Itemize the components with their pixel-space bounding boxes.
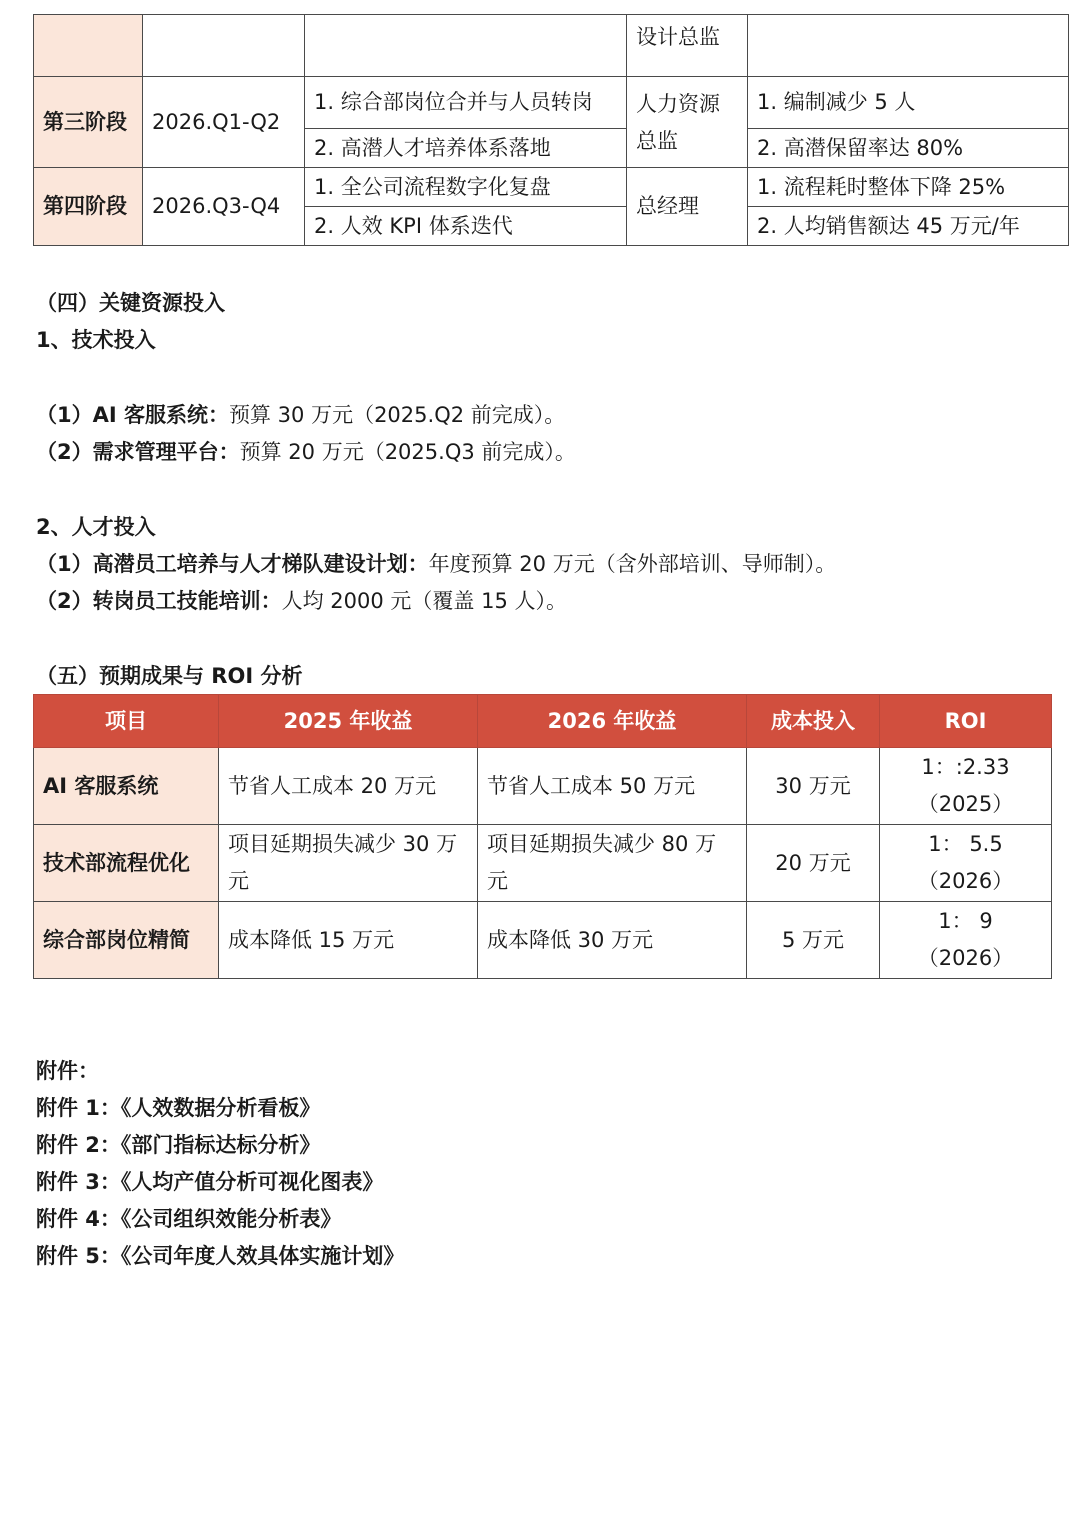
header-2025-income: 2025 年收益 bbox=[219, 695, 478, 748]
phase-row-continued bbox=[34, 15, 1069, 77]
roi-row bbox=[34, 748, 1052, 825]
roi-value: 1： 5.5 bbox=[928, 832, 1003, 856]
header-2026-income: 2026 年收益 bbox=[478, 695, 747, 748]
target-cell: 1. 编制减少 5 人 bbox=[748, 77, 1069, 129]
phase-table bbox=[33, 14, 1069, 246]
attachment-item: 附件 5：《公司年度人效具体实施计划》 bbox=[36, 1244, 405, 1268]
owner-cell: 人力资源总监 bbox=[627, 77, 748, 168]
attachment-item: 附件 2：《部门指标达标分析》 bbox=[36, 1133, 321, 1157]
target-cell bbox=[748, 15, 1069, 77]
target-cell: 1. 流程耗时整体下降 25% bbox=[748, 168, 1069, 207]
owner-cell: 设计总监 bbox=[627, 15, 748, 77]
stage-cell: 第四阶段 bbox=[34, 168, 143, 246]
attachments-heading: 附件： bbox=[36, 1059, 99, 1083]
roi-value: 1： 9 bbox=[938, 909, 993, 933]
project-cell: 技术部流程优化 bbox=[34, 825, 219, 902]
task-cell: 1. 全公司流程数字化复盘 bbox=[305, 168, 627, 207]
header-project: 项目 bbox=[34, 695, 219, 748]
project-cell: 综合部岗位精简 bbox=[34, 902, 219, 979]
phase-row bbox=[34, 168, 1069, 207]
talent-item bbox=[36, 583, 567, 620]
income-2026-cell: 成本降低 30 万元 bbox=[478, 902, 747, 979]
cost-cell: 20 万元 bbox=[747, 825, 880, 902]
tech-item-text: 预算 20 万元（2025.Q3 前完成）。 bbox=[239, 440, 576, 464]
tech-investment-heading: 1、技术投入 bbox=[36, 328, 156, 352]
talent-item-label: （2）转岗员工技能培训： bbox=[36, 589, 282, 613]
roi-cell bbox=[880, 902, 1052, 979]
stage-cell: 第三阶段 bbox=[34, 77, 143, 168]
attachment-item: 附件 4：《公司组织效能分析表》 bbox=[36, 1207, 342, 1231]
attachment-item: 附件 3：《人均产值分析可视化图表》 bbox=[36, 1170, 384, 1194]
income-2026-cell: 节省人工成本 50 万元 bbox=[478, 748, 747, 825]
task-cell: 2. 高潜人才培养体系落地 bbox=[305, 129, 627, 168]
target-cell: 2. 高潜保留率达 80% bbox=[748, 129, 1069, 168]
roi-cell bbox=[880, 748, 1052, 825]
header-cost: 成本投入 bbox=[747, 695, 880, 748]
cost-cell: 5 万元 bbox=[747, 902, 880, 979]
talent-item-label: （1）高潜员工培养与人才梯队建设计划： bbox=[36, 552, 429, 576]
task-cell: 2. 人效 KPI 体系迭代 bbox=[305, 207, 627, 246]
income-2025-cell: 节省人工成本 20 万元 bbox=[219, 748, 478, 825]
section4-heading: （四）关键资源投入 bbox=[36, 291, 225, 315]
header-roi: ROI bbox=[880, 695, 1052, 748]
talent-item bbox=[36, 546, 836, 583]
period-cell: 2026.Q3-Q4 bbox=[143, 168, 305, 246]
income-2025-cell: 项目延期损失减少 30 万元 bbox=[219, 825, 478, 902]
roi-cell bbox=[880, 825, 1052, 902]
owner-cell: 总经理 bbox=[627, 168, 748, 246]
talent-item-text: 人均 2000 元（覆盖 15 人）。 bbox=[281, 589, 567, 613]
tech-item bbox=[36, 397, 565, 434]
roi-value: 1：:2.33 bbox=[921, 755, 1010, 779]
attachment-item: 附件 1：《人效数据分析看板》 bbox=[36, 1096, 321, 1120]
tech-item-label: （1）AI 客服系统： bbox=[36, 403, 229, 427]
cost-cell: 30 万元 bbox=[747, 748, 880, 825]
income-2025-cell: 成本降低 15 万元 bbox=[219, 902, 478, 979]
income-2026-cell: 项目延期损失减少 80 万元 bbox=[478, 825, 747, 902]
roi-table bbox=[33, 694, 1052, 979]
tech-item bbox=[36, 434, 576, 471]
tech-item-text: 预算 30 万元（2025.Q2 前完成）。 bbox=[229, 403, 566, 427]
tech-item-label: （2）需求管理平台： bbox=[36, 440, 240, 464]
section5-heading: （五）预期成果与 ROI 分析 bbox=[36, 664, 303, 688]
project-cell: AI 客服系统 bbox=[34, 748, 219, 825]
task-cell bbox=[305, 15, 627, 77]
roi-row bbox=[34, 902, 1052, 979]
roi-header-row bbox=[34, 695, 1052, 748]
task-cell: 1. 综合部岗位合并与人员转岗 bbox=[305, 77, 627, 129]
period-cell: 2026.Q1-Q2 bbox=[143, 77, 305, 168]
roi-year: （2026） bbox=[917, 869, 1014, 893]
target-cell: 2. 人均销售额达 45 万元/年 bbox=[748, 207, 1069, 246]
roi-year: （2026） bbox=[917, 946, 1014, 970]
talent-item-text: 年度预算 20 万元（含外部培训、导师制）。 bbox=[428, 552, 837, 576]
talent-investment-heading: 2、人才投入 bbox=[36, 515, 156, 539]
period-cell bbox=[143, 15, 305, 77]
roi-row bbox=[34, 825, 1052, 902]
phase-row bbox=[34, 77, 1069, 129]
roi-year: （2025） bbox=[917, 792, 1014, 816]
stage-cell bbox=[34, 15, 143, 77]
